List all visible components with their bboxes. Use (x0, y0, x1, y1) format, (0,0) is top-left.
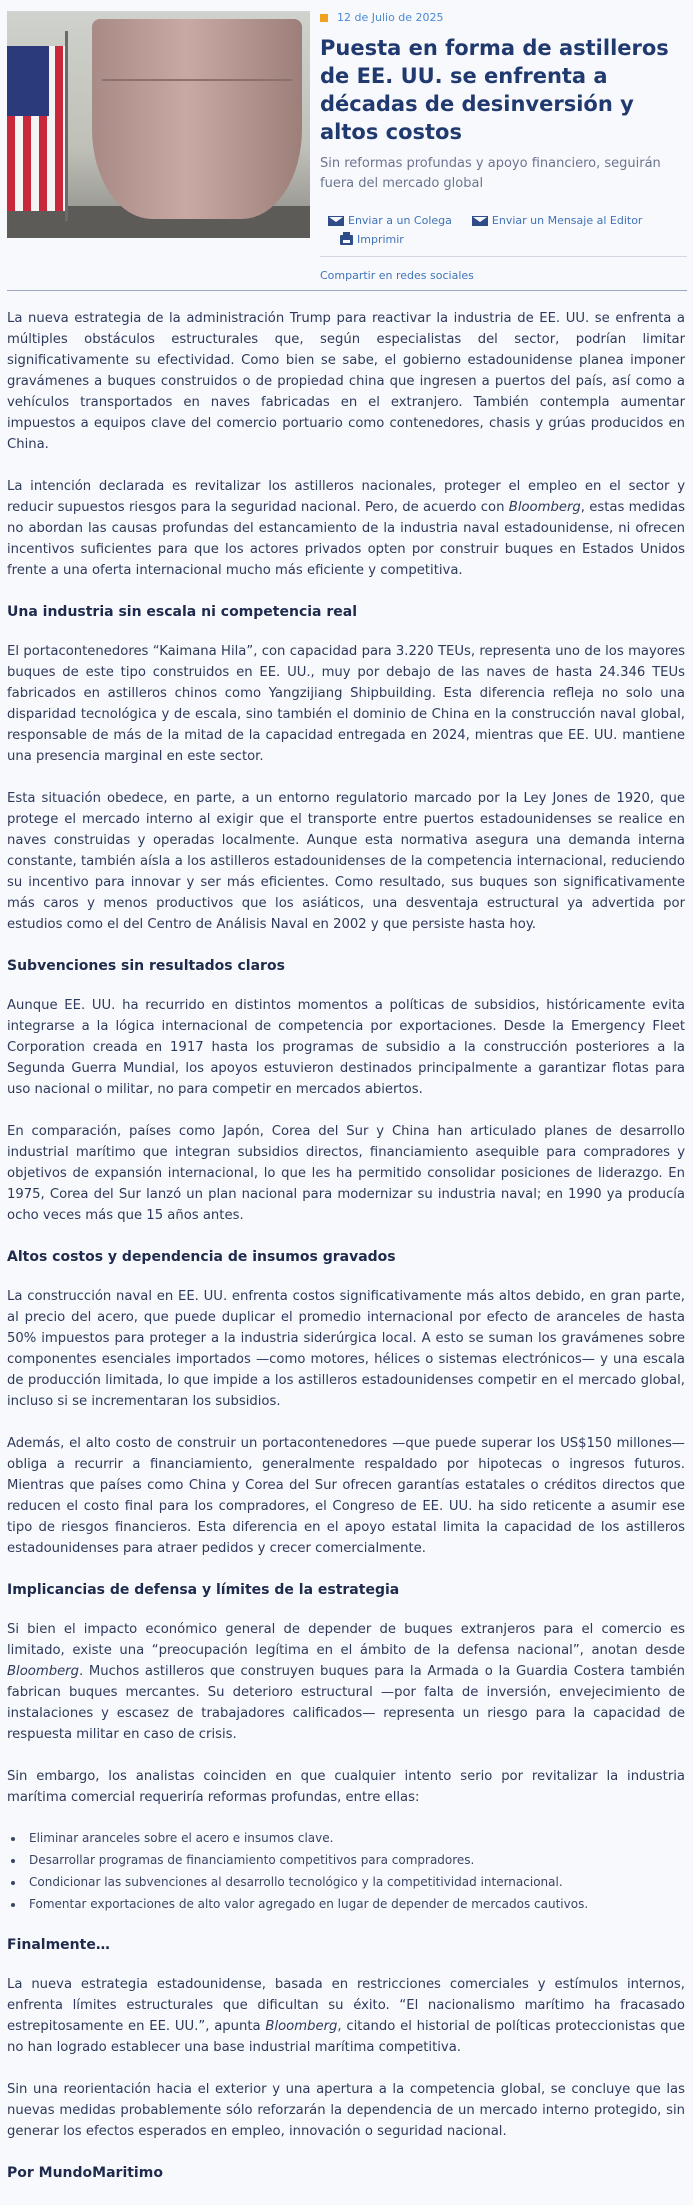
text-run: La intención declarada es revitalizar los astilleros nacionales, proteger el empleo en el sector y reducir supuestos riesgos para la seguridad nacional. Pero, de acuerdo con (7, 479, 685, 515)
ship-hull (92, 19, 302, 219)
reform-list (25, 1827, 685, 1915)
text-run: . Muchos astilleros que construyen buques para la Armada o la Guardia Costera también fabrican buques mercantes. Su deterioro estructural —por falta de inversión, envejecimiento de instalaciones y escasez de trabajadores calificados— representa un riesgo para la capacidad de respuesta militar en caso de crisis. (7, 1664, 685, 1742)
send-colleague-link[interactable] (328, 214, 452, 227)
send-editor-label: Enviar un Mensaje al Editor (491, 214, 643, 227)
section-heading: Finalmente… (7, 1937, 110, 1953)
date-bullet-icon (320, 14, 328, 22)
send-editor-link[interactable] (472, 214, 643, 227)
list-item: • Condicionar las subvenciones al desarrollo tecnológico y la competitividad internacional. (25, 1871, 685, 1893)
paragraph: Sin una reorientación hacia el exterior y una apertura a la competencia global, se concluye que las nuevas medidas probablemente sólo reforzarán la dependencia de un mercado interno protegido, sin generar los efectos esperados en empleo, innovación o seguridad nacional. (7, 2082, 685, 2139)
paragraph (7, 1974, 685, 2058)
date-row (320, 11, 687, 24)
header-info (320, 11, 687, 282)
paragraph: Aunque EE. UU. ha recurrido en distintos momentos a políticas de subsidios, históricamente evita integrarse a la lógica internacional de competencia por exportaciones. Desde la Emergency Fleet Corporation creada en 1917 hasta los programas de subsidio a la construcción posteriores a la Segunda Guerra Mundial, los apoyos estuvieron destinados principalmente a garantizar flotas para uso nacional o militar, no para competir en mercados abiertos. (7, 998, 685, 1097)
flag-canton (7, 46, 49, 116)
print-link[interactable] (320, 233, 687, 246)
publish-date: 12 de Julio de 2025 (337, 11, 444, 24)
section-heading: Implicancias de defensa y límites de la estrategia (7, 1582, 400, 1598)
send-colleague-label: Enviar a un Colega (348, 214, 452, 227)
paragraph (7, 476, 685, 581)
share-social-link[interactable]: Compartir en redes sociales (320, 269, 474, 282)
text-run: La nueva estrategia estadounidense, basada en restricciones comerciales y estímulos internos, enfrenta límites estructurales que dificultan su éxito. “El nacionalismo marítimo ha fracasado estrepitosamente en EE. UU.”, apunta (7, 1977, 685, 2034)
text-run: Si bien el impacto económico general de depender de buques extranjeros para el comercio es limitado, existe una “preocupación legítima en el ámbito de la defensa nacional”, anotan desde (7, 1622, 685, 1658)
list-item: • Eliminar aranceles sobre el acero e insumos clave. (25, 1827, 685, 1849)
source-name: Bloomberg (508, 500, 581, 515)
paragraph: Sin embargo, los analistas coinciden en que cualquier intento serio por revitalizar la industria marítima comercial requeriría reformas profundas, entre ellas: (7, 1769, 685, 1805)
paragraph (7, 1619, 685, 1745)
list-item: • Desarrollar programas de financiamiento competitivos para compradores. (25, 1849, 685, 1871)
paragraph: La nueva estrategia de la administración Trump para reactivar la industria de EE. UU. se enfrenta a múltiples obstáculos estructurales que, según especialistas del sector, podrían limitar significativamente su efectividad. Como bien se sabe, el gobierno estadounidense planea imponer gravámenes a buques construidos o de propiedad china que ingresen a puertos del país, así como a vehículos transportados en naves fabricadas en el extranjero. También contempla aumentar impuestos a equipos clave del comercio portuario como contenedores, chasis y grúas producidos en China. (7, 311, 685, 452)
paragraph: La construcción naval en EE. UU. enfrenta costos significativamente más altos debido, en gran parte, al precio del acero, que puede duplicar el promedio internacional por efecto de aranceles de hasta 50% impuestos para proteger a la industria siderúrgica local. A esto se suman los gravámenes sobre componentes esenciales importados —como motores, hélices o sistemas electrónicos— y una escala de producción limitada, lo que impide a los astilleros estadounidenses competir en el mercado global, incluso si se incrementaran los subsidios. (7, 1289, 685, 1409)
source-name: Bloomberg (265, 2019, 338, 2034)
send-actions (320, 214, 687, 227)
paragraph: Esta situación obedece, en parte, a un entorno regulatorio marcado por la Ley Jones de 1920, que protege el mercado interno al exigir que el transporte entre puertos estadounidenses se realice en naves construidas y operadas localmente. Aunque esta normativa asegura una demanda interna constante, también aísla a los astilleros estadounidenses de la competencia internacional, reduciendo su incentivo para innovar y ser más eficientes. Como resultado, sus buques son significativamente más caros y menos productivos que los asiáticos, una desventaja estructural ya advertida por estudios como el del Centro de Análisis Naval en 2002 y que persiste hasta hoy. (7, 791, 685, 932)
shipyard-photo (7, 11, 310, 238)
section-heading: Una industria sin escala ni competencia real (7, 604, 358, 620)
paragraph: En comparación, países como Japón, Corea del Sur y China han articulado planes de desarrollo industrial marítimo que integran subsidios directos, financiamiento asequible para compradores y objetivos de expansión internacional, lo que les ha permitido consolidar posiciones de liderazgo. En 1975, Corea del Sur lanzó un plan nacional para modernizar su industria naval; en 1990 ya producía ocho veces más que 15 años antes. (7, 1124, 685, 1223)
page-title: Puesta en forma de astilleros de EE. UU. se enfrenta a décadas de desinversión y altos costos (320, 36, 669, 144)
paragraph: El portacontenedores “Kaimana Hila”, con capacidad para 3.220 TEUs, representa uno de los mayores buques de este tipo construidos en EE. UU., muy por debajo de las naves de hasta 24.346 TEUs fabricados en astilleros chinos como Yangzijiang Shipbuilding. Esta diferencia refleja no solo una disparidad tecnológica y de escala, sino también el dominio de China en la construcción naval global, responsable de más de la mitad de la capacidad entregada en 2024, mientras que EE. UU. mantiene una presencia marginal en este sector. (7, 644, 685, 764)
flag-pole (65, 31, 68, 221)
us-flag (7, 46, 67, 211)
envelope-icon (472, 216, 488, 226)
article-header (7, 11, 687, 282)
print-label: Imprimir (357, 233, 404, 246)
envelope-icon (328, 216, 344, 226)
page-subtitle: Sin reformas profundas y apoyo financiero, seguirán fuera del mercado global (320, 156, 661, 191)
text-run: , citando el historial de políticas proteccionistas que no han logrado establecer una base industrial marítima competitiva. (7, 2019, 685, 2055)
section-heading: Altos costos y dependencia de insumos gravados (7, 1249, 396, 1265)
printer-icon (340, 235, 353, 245)
header-divider (320, 256, 687, 257)
article-body (7, 308, 685, 2184)
list-item: • Fomentar exportaciones de alto valor agregado en lugar de depender de mercados cautivos. (25, 1893, 685, 1915)
byline: Por MundoMaritimo (7, 2165, 163, 2181)
paragraph: Además, el alto costo de construir un portacontenedores —que puede superar los US$150 millones— obliga a recurrir a financiamiento, generalmente respaldado por hipotecas o ingresos futuros. Mientras que países como China y Corea del Sur ofrecen garantías estatales o créditos directos que reducen el costo final para los compradores, el Congreso de EE. UU. ha sido reticente a asumir ese tipo de riesgos financieros. Esta diferencia en el apoyo estatal limita la capacidad de los astilleros estadounidenses para atraer pedidos y crecer comercialmente. (7, 1436, 685, 1556)
source-name: Bloomberg (7, 1664, 79, 1679)
section-heading: Subvenciones sin resultados claros (7, 958, 285, 974)
article-actions (320, 214, 687, 246)
section-divider (7, 290, 687, 291)
text-run: , estas medidas no abordan las causas profundas del estancamiento de la industria naval estadounidense, ni ofrecen incentivos suficientes para que los actores privados opten por construir buques en Estados Unidos frente a una oferta internacional mucho más eficiente y competitiva. (7, 500, 686, 578)
